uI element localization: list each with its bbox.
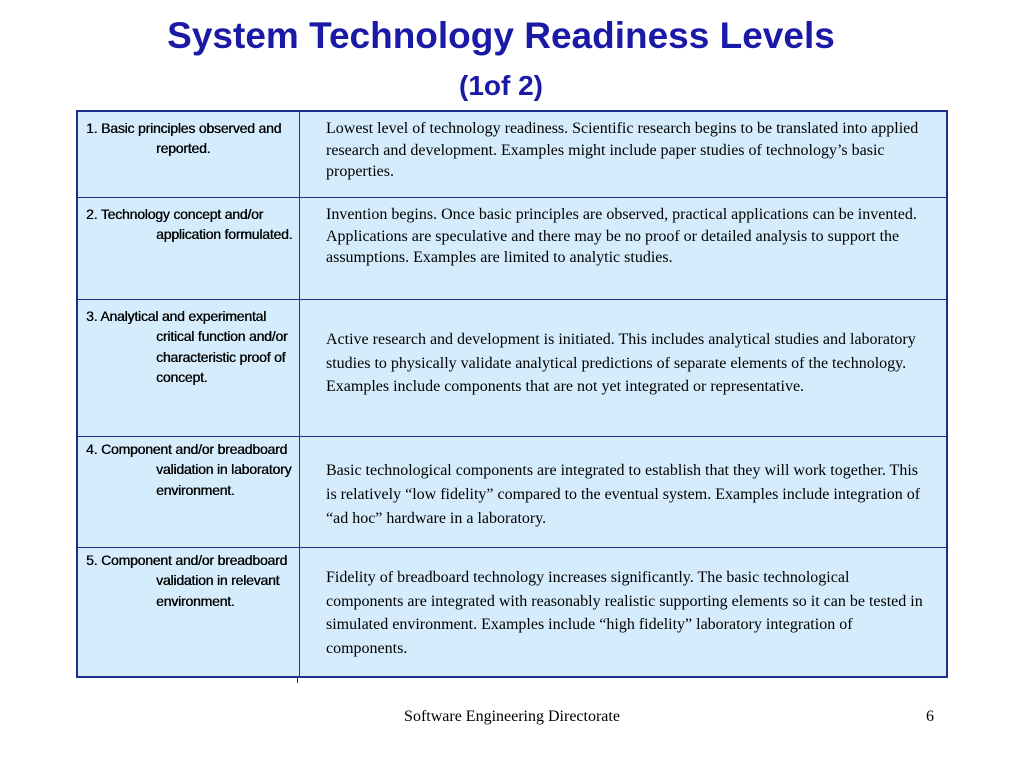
description-text: Lowest level of technology readiness. Scientific research begins to be translated into applied research and development. Examples might include paper studies of technology’s basic properties.: [326, 120, 919, 180]
level-cell: [78, 437, 300, 547]
footer-organization: Software Engineering Directorate: [404, 708, 620, 725]
level-cell: [78, 198, 300, 299]
trl-table: [76, 110, 948, 678]
column-divider-tail: [297, 677, 298, 683]
description-cell: [326, 112, 926, 197]
level-label: 2. Technology concept and/or application formulated.: [86, 206, 293, 243]
table-row: [78, 112, 946, 197]
table-row: [78, 436, 946, 547]
level-label: 4. Component and/or breadboard validation in laboratory environment.: [86, 441, 292, 498]
description-cell: [326, 548, 926, 676]
level-label: 5. Component and/or breadboard validation in relevant environment.: [86, 552, 288, 609]
level-cell: [78, 300, 300, 436]
level-cell: [78, 548, 300, 676]
slide-subtitle: (1of 2): [459, 70, 543, 101]
description-text: Basic technological components are integrated to establish that they will work together. This is relatively “low fidelity” compared to the eventual system. Examples include integration of “ad hoc” hardware in a laboratory.: [326, 462, 921, 527]
description-cell: [326, 198, 926, 299]
level-label: 3. Analytical and experimental critical function and/or characteristic proof of concept.: [86, 308, 288, 385]
description-text: Active research and development is initiated. This includes analytical studies and laboratory studies to physically validate analytical predictions of separate elements of the technology. Examples include components that are not yet integrated or representative.: [326, 331, 916, 395]
table-row: [78, 197, 946, 299]
page-number: 6: [926, 708, 934, 725]
description-text: Fidelity of breadboard technology increases significantly. The basic technological components are integrated with reasonably realistic supporting elements so it can be tested in simulated environment. Examples include “high fidelity” laboratory integration of components.: [326, 569, 923, 657]
table-row: [78, 299, 946, 436]
slide-title: System Technology Readiness Levels: [167, 15, 835, 56]
level-cell: [78, 112, 300, 197]
level-label: 1. Basic principles observed and reported.: [86, 120, 282, 157]
description-cell: [326, 300, 926, 436]
description-text: Invention begins. Once basic principles are observed, practical applications can be invented. Applications are speculative and there may be no proof or detailed analysis to support the assumptions. Examples are limited to analytic studies.: [326, 206, 917, 266]
description-cell: [326, 437, 926, 547]
table-row: [78, 547, 946, 676]
